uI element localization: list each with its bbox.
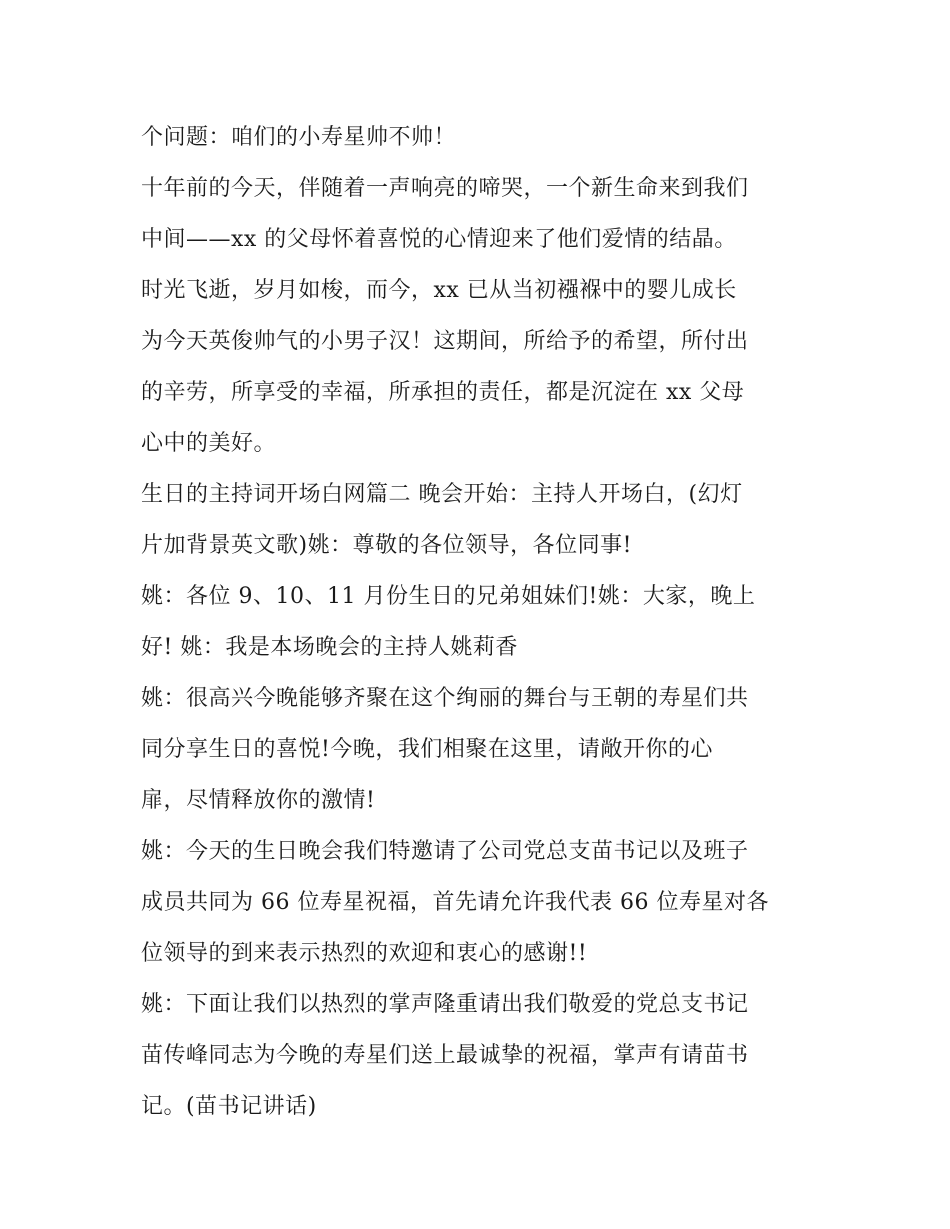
- text-line: 生日的主持词开场白网篇二 晚会开始：主持人开场白，(幻灯: [141, 482, 743, 507]
- text-line: 同分享生日的喜悦!今晚，我们相聚在这里，请敞开你的心: [141, 737, 713, 762]
- text-line: 成员共同为 66 位寿星祝福，首先请允许我代表 66 位寿星对各: [141, 890, 769, 915]
- text-line: 记。(苗书记讲话): [141, 1094, 317, 1119]
- text-line: 好! 姚：我是本场晚会的主持人姚莉香: [141, 635, 518, 660]
- text-line: 姚：各位 9、10、11 月份生日的兄弟姐妹们!姚：大家，晚上: [141, 584, 756, 609]
- text-line: 十年前的今天，伴随着一声响亮的啼哭，一个新生命来到我们: [141, 176, 749, 201]
- text-line: 位领导的到来表示热烈的欢迎和衷心的感谢!!: [141, 941, 588, 966]
- document-body: [141, 112, 831, 1132]
- text-line: 中间——xx 的父母怀着喜悦的心情迎来了他们爱情的结晶。: [141, 227, 737, 252]
- text-line: 姚：下面让我们以热烈的掌声隆重请出我们敬爱的党总支书记: [141, 992, 749, 1017]
- text-line: 心中的美好。: [141, 431, 277, 456]
- text-line: 扉，尽情释放你的激情!: [141, 788, 376, 813]
- text-line: 姚：今天的生日晚会我们特邀请了公司党总支苗书记以及班子: [141, 839, 749, 864]
- text-line: 个问题：咱们的小寿星帅不帅！: [141, 125, 457, 150]
- text-line: 时光飞逝，岁月如梭，而今，xx 已从当初襁褓中的婴儿成长: [141, 278, 737, 303]
- text-line: 的辛劳，所享受的幸福，所承担的责任，都是沉淀在 xx 父母: [141, 380, 745, 405]
- text-line: 苗传峰同志为今晚的寿星们送上最诚挚的祝福，掌声有请苗书: [141, 1043, 749, 1068]
- text-line: 片加背景英文歌)姚：尊敬的各位领导，各位同事!: [141, 533, 632, 558]
- text-line: 姚：很高兴今晚能够齐聚在这个绚丽的舞台与王朝的寿星们共: [141, 686, 749, 711]
- text-line: 为今天英俊帅气的小男子汉！这期间，所给予的希望，所付出: [141, 329, 749, 354]
